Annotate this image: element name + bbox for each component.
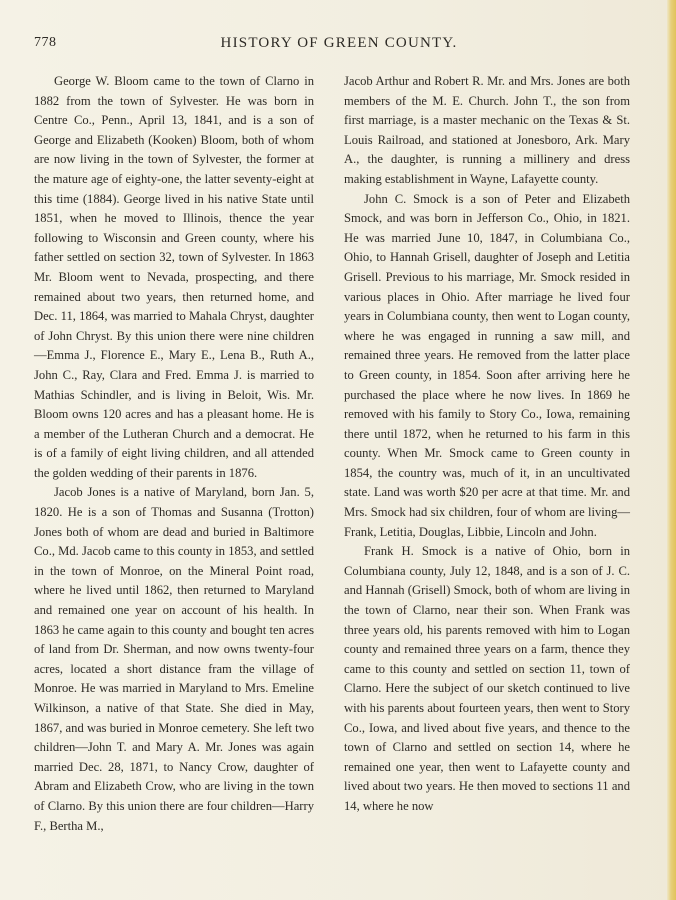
frank-smock-biography-paragraph: Frank H. Smock is a native of Ohio, born in Columbiana county, July 12, 1848, and is a son of J. C. and Hannah (Grisell) Smock, both of whom are living in the town of Clarno, near their son. When Frank was three years old, his parents removed with him to Logan county and remained three years on a farm, thence they came to this county and settled on section 11, town of Clarno. Here the subject of our sketch continued to live with his parents about fourteen years, then went to Story Co., Iowa, and lived about five years, and thence to the town of Clarno and settled on section 14, where he remained one year, then went to Lafayette county and lived about two years. He then moved to sections 11 and 14, where he now [344,544,630,813]
right-column [344,72,630,817]
jones-biography-continuation: Jacob Arthur and Robert R. Mr. and Mrs. Jones are both members of the M. E. Church. John T., the son from first marriage, is a master mechanic on the Texas & St. Louis Railroad, and stationed at Jonesboro, Ark. Mary A., the daughter, is running a millinery and dress making establishment in Wayne, Lafayette county. [344,74,630,186]
page-edge [667,0,676,900]
page-header [34,35,644,59]
john-smock-biography-paragraph: John C. Smock is a son of Peter and Elizabeth Smock, and was born in Jefferson Co., Ohio, in 1821. He was married June 10, 1847, in Columbiana Co., Ohio, to Hannah Grisell, daughter of Joseph and Letitia Grisell. Previous to his marriage, Mr. Smock resided in various places in Ohio. After marriage he lived four years in Columbiana county, then went to Logan county, where he was engaged in running a saw mill, and remained three years. He removed from the latter place to Green county, in 1854. Soon after arriving here he purchased the place where he now lives. In 1869 he removed with his family to Story Co., Iowa, remaining there until 1872, when he returned to his farm in this county. When Mr. Smock came to Green county in 1854, the country was, much of it, in an uncultivated state. Land was worth $20 per acre at that time. Mr. and Mrs. Smock had six children, four of whom are living—Frank, Letitia, Douglas, Libbie, Lincoln and John. [344,191,630,539]
left-column [34,72,314,836]
page-number: 778 [34,35,57,50]
bloom-biography-paragraph: George W. Bloom came to the town of Clarno in 1882 from the town of Sylvester. He was born in Centre Co., Penn., April 13, 1841, and is a son of George and Elizabeth (Kooken) Bloom, both of whom are now living in the town of Sylvester, the former at the mature age of eighty-one, the latter seventy-eight at this time (1884). George lived in his native State until 1851, when he moved to Illinois, thence the year following to Wisconsin and Green county, where his father settled on section 32, town of Sylvester. In 1863 Mr. Bloom went to Nevada, prospecting, and there remained about two years, then returned home, and Dec. 11, 1864, was married to Mahala Chryst, daughter of John Chryst. By this union there were nine children—Emma J., Florence E., Mary E., Lena B., Ruth A., John C., Ray, Clara and Fred. Emma J. is married to Mathias Schindler, and is living in Beloit, Wis. Mr. Bloom owns 120 acres and has a pleasant home. He is a member of the Lutheran Church and a democrat. He is of a family of eight living children, and all attended the golden wedding of their parents in 1876. [34,74,314,480]
running-title: HISTORY OF GREEN COUNTY. [220,35,458,51]
jones-biography-paragraph: Jacob Jones is a native of Maryland, born Jan. 5, 1820. He is a son of Thomas and Susanna (Trotton) Jones both of whom are dead and buried in Baltimore Co., Md. Jacob came to this county in 1853, and settled in the town of Monroe, on the Mineral Point road, where he lived until 1862, then returned to Maryland and remained one year on account of his health. In 1863 he came again to this county and bought ten acres of land from Dr. Sherman, and now owns twenty-four acres, located a short distance fram the village of Monroe. He was married in Maryland to Mrs. Emeline Wilkinson, a native of that State. She died in May, 1867, and was buried in Monroe cemetery. She left two children—John T. and Mary A. Mr. Jones was again married Dec. 28, 1871, to Nancy Crow, daughter of Abram and Elizabeth Crow, who are living in the town of Clarno. By this union there are four children—Harry F., Bertha M., [34,485,314,833]
